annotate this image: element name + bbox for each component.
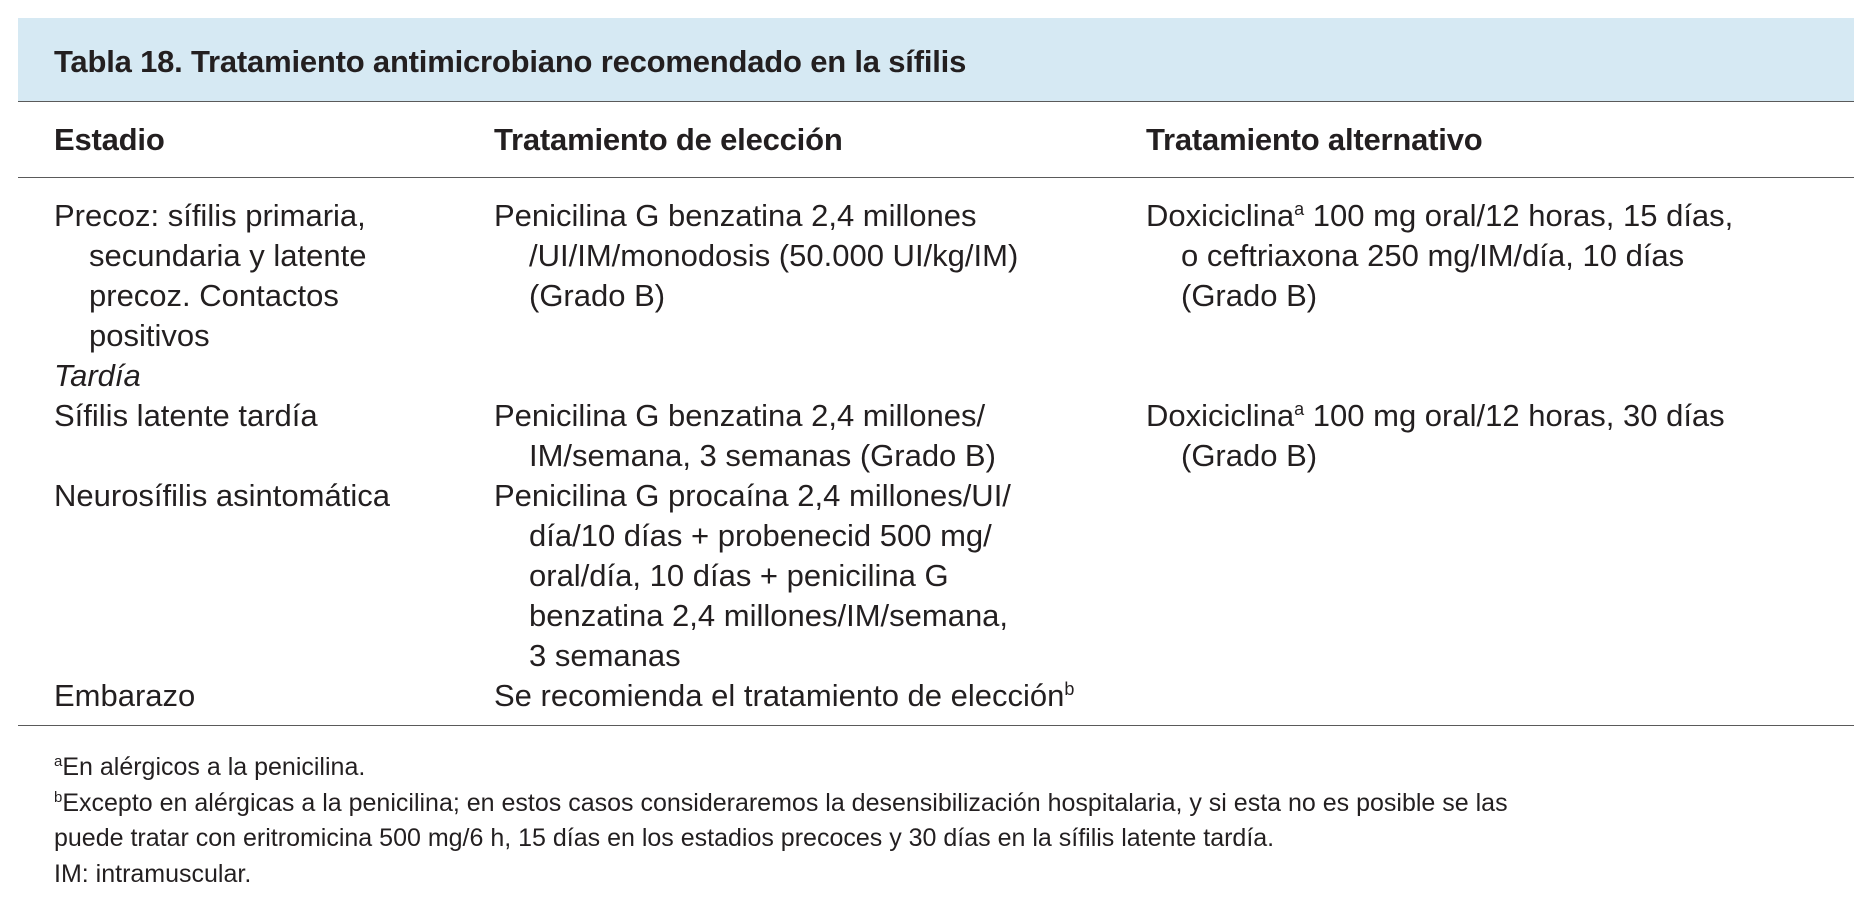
- early-first-choice-cell: [494, 196, 1018, 316]
- table-body: [18, 178, 1854, 726]
- neuro-first-choice-line: día/10 días + probenecid 500 mg/: [529, 518, 992, 553]
- early-first-choice-line: Penicilina G benzatina 2,4 millones: [494, 198, 977, 233]
- neuro-first-choice-line: oral/día, 10 días + penicilina G: [529, 558, 949, 593]
- header-alternative: Tratamiento alternativo: [1146, 122, 1483, 157]
- footnote-a-text: En alérgicos a la penicilina.: [62, 753, 366, 781]
- footnote-b-continuation: puede tratar con eritromicina 500 mg/6 h, 15 días en los estadios precoces y 30 días en la sífilis latente tardía.: [54, 824, 1275, 852]
- neuro-first-choice-line: Penicilina G procaína 2,4 millones/UI/: [494, 478, 1011, 513]
- footnote-b-mark: b: [54, 788, 63, 806]
- header-stage: Estadio: [54, 122, 165, 157]
- footnote-b-ref: b: [1064, 679, 1075, 699]
- early-stage-cell: [54, 196, 366, 356]
- table-footnotes: [54, 750, 1508, 892]
- footnote-a-ref: a: [1294, 399, 1305, 419]
- footnote-a-mark: a: [54, 753, 63, 770]
- early-alternative-line: o ceftriaxona 250 mg/IM/día, 10 días: [1181, 238, 1685, 273]
- early-stage-line: secundaria y latente: [89, 238, 367, 273]
- neuro-first-choice-line: 3 semanas: [529, 638, 681, 673]
- late-alt-drug: Doxiciclina: [1146, 398, 1295, 433]
- pregnancy-first-choice-cell: [494, 676, 1074, 716]
- early-stage-line: positivos: [89, 318, 210, 353]
- early-alt-drug: Doxiciclina: [1146, 198, 1295, 233]
- early-alt-dose: 100 mg oral/12 horas, 15 días,: [1304, 198, 1734, 233]
- header-first-choice: Tratamiento de elección: [494, 122, 843, 157]
- late-heading: Tardía: [54, 358, 141, 393]
- late-latent-alternative-line: [1146, 396, 1725, 436]
- early-alternative-line: (Grado B): [1181, 278, 1318, 313]
- pregnancy-recommendation: Se recomienda el tratamiento de elección: [494, 678, 1065, 713]
- table-header-row: [18, 102, 1854, 178]
- footnote-b: [54, 786, 1508, 822]
- late-latent-first-choice-line: IM/semana, 3 semanas (Grado B): [529, 438, 996, 473]
- late-latent-first-choice-line: Penicilina G benzatina 2,4 millones/: [494, 398, 986, 433]
- neuro-stage-cell: Neurosífilis asintomática: [54, 478, 390, 513]
- treatment-table: [18, 18, 1854, 726]
- early-first-choice-line: /UI/IM/monodosis (50.000 UI/kg/IM): [529, 238, 1019, 273]
- late-alt-dose: 100 mg oral/12 horas, 30 días: [1304, 398, 1725, 433]
- table-title-bar: [18, 18, 1854, 102]
- late-latent-first-choice-cell: [494, 396, 996, 476]
- footnote-b-text-line1: Excepto en alérgicas a la penicilina; en estos casos consideraremos la desensibilización hospitalaria, y si esta no es posible se las: [62, 788, 1508, 817]
- early-stage-line: precoz. Contactos: [89, 278, 339, 313]
- footnote-a: [54, 750, 1508, 786]
- early-alternative-cell: [1146, 196, 1733, 316]
- table-title: Tabla 18. Tratamiento antimicrobiano recomendado en la sífilis: [54, 43, 967, 79]
- neuro-first-choice-line: benzatina 2,4 millones/IM/semana,: [529, 598, 1009, 633]
- late-latent-alternative-line: (Grado B): [1181, 438, 1318, 473]
- footnote-im: IM: intramuscular.: [54, 859, 252, 888]
- pregnancy-first-choice-line: [494, 676, 1074, 716]
- late-latent-stage-cell: Sífilis latente tardía: [54, 398, 318, 433]
- pregnancy-stage-cell: Embarazo: [54, 678, 196, 713]
- neuro-first-choice-cell: [494, 476, 1011, 676]
- early-first-choice-line: (Grado B): [529, 278, 666, 313]
- early-alternative-line: [1146, 196, 1733, 236]
- footnote-a-ref: a: [1294, 199, 1305, 219]
- late-latent-alternative-cell: [1146, 396, 1725, 476]
- early-stage-line: Precoz: sífilis primaria,: [54, 198, 366, 233]
